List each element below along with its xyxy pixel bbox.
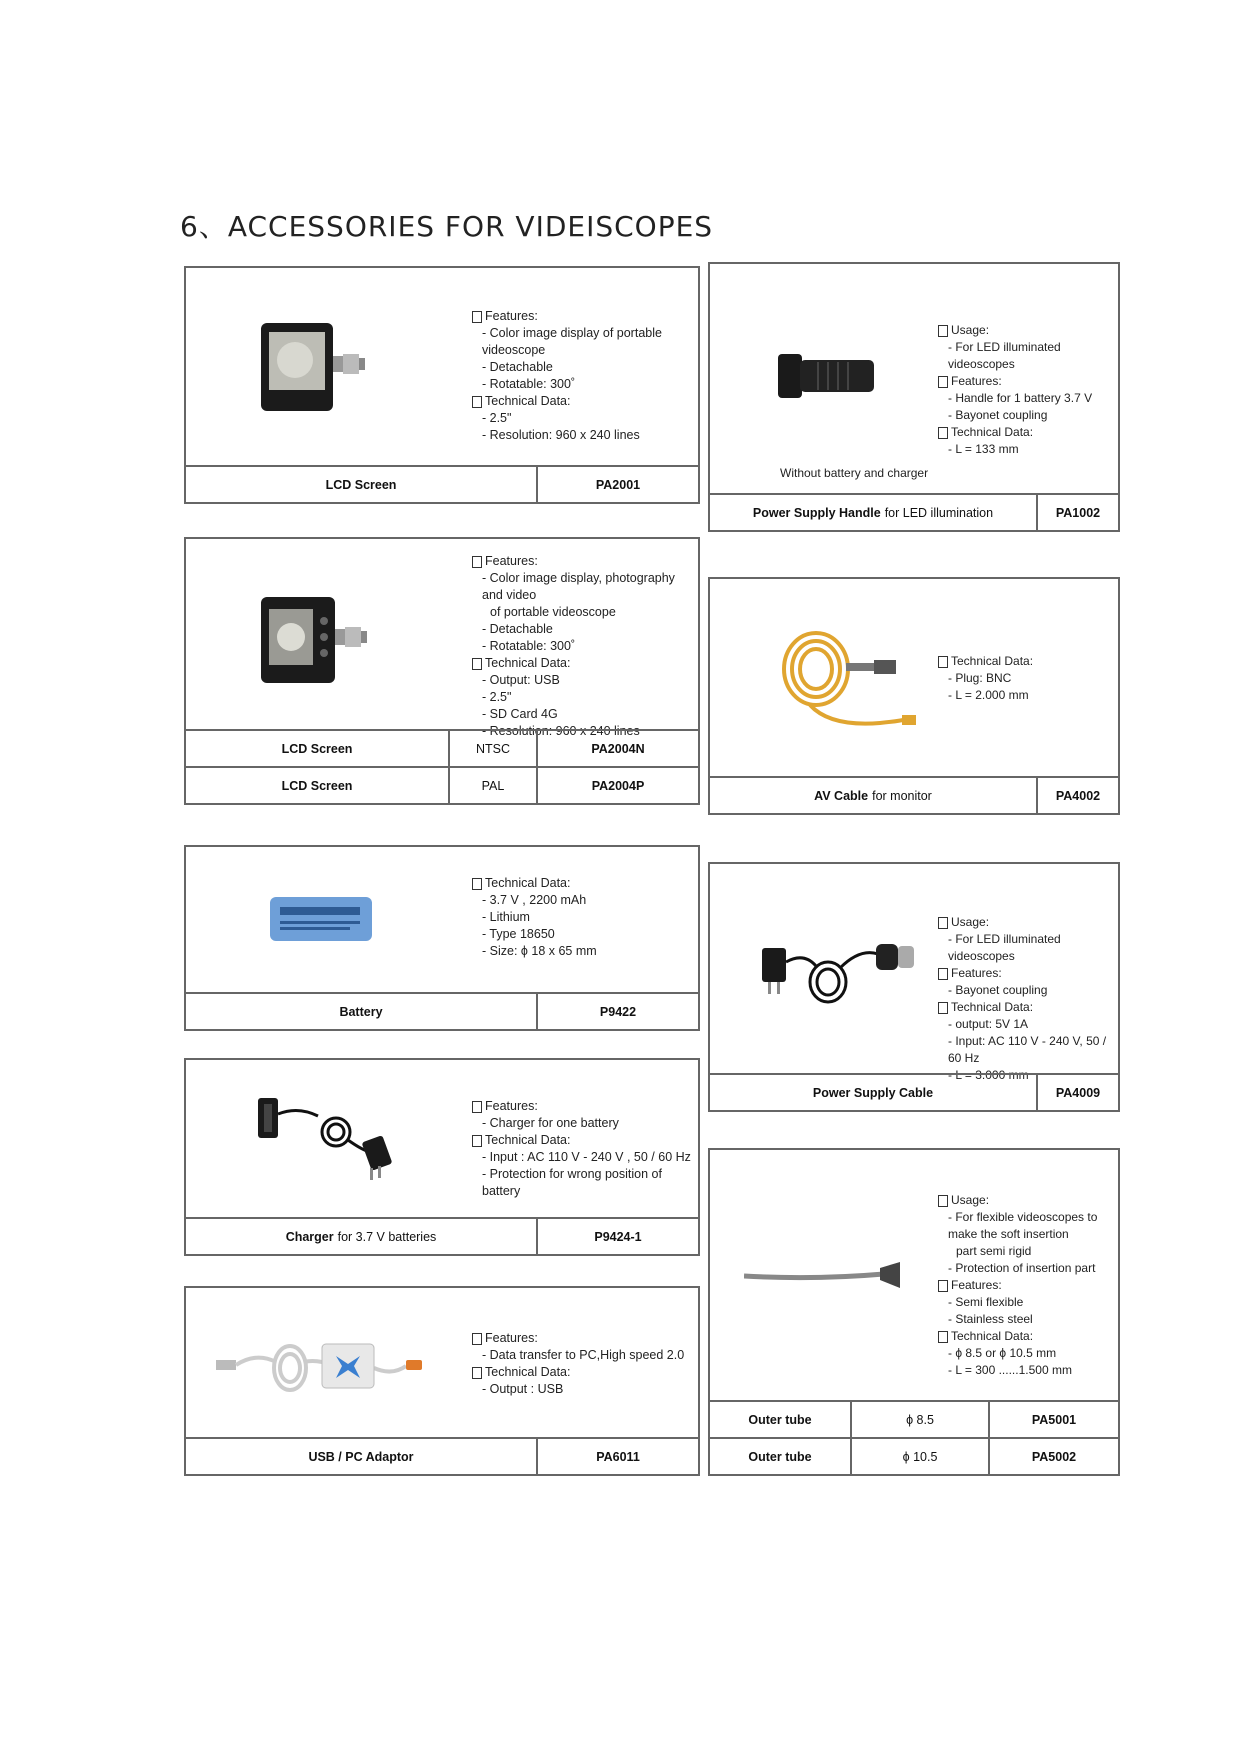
product-card-av-cable xyxy=(708,577,1120,815)
product-name: LCD Screen xyxy=(186,731,450,766)
spec-line: - ϕ 8.5 or ϕ 10.5 mm xyxy=(948,1346,1057,1360)
lcd-screen-video-image xyxy=(261,597,371,687)
spec-line: - Type 18650 xyxy=(482,927,555,941)
spec-line: - Rotatable: 300˚ xyxy=(482,639,576,653)
product-card-power-supply-handle xyxy=(708,262,1120,532)
product-name: LCD Screen xyxy=(186,768,450,803)
spec-line: - Semi flexible xyxy=(948,1295,1024,1309)
spec-line: - Detachable xyxy=(482,622,553,636)
spec-line: - Rotatable: 300˚ xyxy=(482,377,576,391)
tech-heading: Technical Data: xyxy=(938,1328,1118,1345)
product-card-power-supply-cable xyxy=(708,862,1120,1112)
tech-heading: Technical Data: xyxy=(938,653,1033,670)
product-card-outer-tube xyxy=(708,1148,1120,1476)
power-supply-cable-image xyxy=(760,932,920,1022)
features-heading: Features: xyxy=(472,1098,698,1115)
video-system: NTSC xyxy=(450,731,538,766)
features-heading: Features: xyxy=(472,308,698,325)
spec-line: - Protection of insertion part xyxy=(948,1261,1096,1275)
av-cable-image xyxy=(780,627,920,737)
product-footer-row xyxy=(710,1437,1118,1474)
product-name: Charger for 3.7 V batteries xyxy=(186,1219,538,1254)
charger-image xyxy=(258,1096,398,1186)
features-heading: Features: xyxy=(938,1277,1118,1294)
product-code: P9424-1 xyxy=(594,1229,642,1244)
product-name: Battery xyxy=(186,994,538,1029)
product-card-battery xyxy=(184,845,700,1031)
usb-adaptor-image xyxy=(216,1332,426,1402)
spec-line: - 2.5" xyxy=(482,411,512,425)
product-footer xyxy=(710,1073,1118,1110)
tube-diameter: ϕ 8.5 xyxy=(852,1402,990,1437)
product-code: PA6011 xyxy=(596,1449,640,1464)
spec-line: - 2.5" xyxy=(482,690,512,704)
video-system: PAL xyxy=(450,768,538,803)
product-name: Power Supply Cable xyxy=(710,1075,1038,1110)
features-heading: Features: xyxy=(938,373,1118,390)
product-code: PA1002 xyxy=(1055,505,1101,520)
spec-line: - Protection for wrong position of battery xyxy=(482,1167,662,1198)
battery-image xyxy=(270,893,374,945)
spec-line: of portable videoscope xyxy=(490,605,616,619)
spec-line: - Input: AC 110 V - 240 V, 50 / 60 Hz xyxy=(948,1034,1107,1065)
spec-line: - Resolution: 960 x 240 lines xyxy=(482,724,640,738)
product-code: P9422 xyxy=(599,1004,637,1019)
tech-heading: Technical Data: xyxy=(472,1132,698,1149)
spec-line: - Data transfer to PC,High speed 2.0 xyxy=(482,1348,685,1362)
usage-heading: Usage: xyxy=(938,322,1118,339)
spec-line: part semi rigid xyxy=(956,1244,1032,1258)
spec-line: - L = 2.000 mm xyxy=(948,688,1029,702)
product-footer xyxy=(710,493,1118,530)
spec-line: - 3.7 V , 2200 mAh xyxy=(482,893,587,907)
product-name: AV Cable for monitor xyxy=(710,778,1038,813)
spec-line: - Charger for one battery xyxy=(482,1116,619,1130)
usage-heading: Usage: xyxy=(938,1192,1118,1209)
page-title: 6、ACCESSORIES FOR VIDEISCOPES xyxy=(180,210,714,243)
product-name: Power Supply Handle for LED illumination xyxy=(710,495,1038,530)
spec-line: - Plug: BNC xyxy=(948,671,1012,685)
tech-heading: Technical Data: xyxy=(938,999,1118,1016)
spec-line: - Bayonet coupling xyxy=(948,983,1048,997)
product-footer xyxy=(186,992,698,1029)
spec-line: - Color image display of portable videoscope xyxy=(482,326,662,357)
tech-heading: Technical Data: xyxy=(472,875,597,892)
product-footer xyxy=(186,465,698,502)
spec-line: - Input : AC 110 V - 240 V , 50 / 60 Hz xyxy=(482,1150,691,1164)
spec-line: - Lithium xyxy=(482,910,530,924)
spec-line: - Stainless steel xyxy=(948,1312,1033,1326)
spec-line: - Resolution: 960 x 240 lines xyxy=(482,428,640,442)
product-footer-row xyxy=(186,729,698,766)
tube-diameter: ϕ 10.5 xyxy=(852,1439,990,1474)
spec-line: - For LED illuminated videoscopes xyxy=(948,340,1061,371)
usage-heading: Usage: xyxy=(938,914,1118,931)
features-heading: Features: xyxy=(472,553,698,570)
spec-line: - L = 3.000 mm xyxy=(948,1068,1029,1082)
product-name: Outer tube xyxy=(710,1402,852,1437)
product-code: PA4002 xyxy=(1055,788,1101,803)
product-code: PA4009 xyxy=(1055,1085,1101,1100)
lcd-screen-image xyxy=(261,318,371,418)
spec-line: - Size: ϕ 18 x 65 mm xyxy=(482,944,597,958)
spec-line: - For flexible videoscopes to make the soft insertion xyxy=(948,1210,1098,1241)
product-name: Outer tube xyxy=(710,1439,852,1474)
spec-line: - L = 133 mm xyxy=(948,442,1019,456)
product-name: LCD Screen xyxy=(186,467,538,502)
product-code: PA2004N xyxy=(591,741,645,756)
spec-line: - L = 300 ......1.500 mm xyxy=(948,1363,1072,1377)
spec-line: - Output : USB xyxy=(482,1382,564,1396)
spec-line: - Detachable xyxy=(482,360,553,374)
spec-line: - Handle for 1 battery 3.7 V xyxy=(948,391,1093,405)
spec-line: - SD Card 4G xyxy=(482,707,558,721)
tech-heading: Technical Data: xyxy=(472,655,698,672)
product-card-charger xyxy=(184,1058,700,1256)
spec-line: - Bayonet coupling xyxy=(948,408,1048,422)
product-card-usb-pc-adaptor xyxy=(184,1286,700,1476)
spec-line: - Color image display, photography and video xyxy=(482,571,675,602)
product-card-lcd-screen xyxy=(184,266,700,504)
note-text: Without battery and charger xyxy=(780,466,929,480)
outer-tube-image xyxy=(744,1260,904,1290)
spec-line: - output: 5V 1A xyxy=(948,1017,1029,1031)
product-footer-row xyxy=(710,1400,1118,1437)
product-card-lcd-screen-video xyxy=(184,537,700,805)
product-footer xyxy=(186,1217,698,1254)
spec-line: - For LED illuminated videoscopes xyxy=(948,932,1061,963)
tech-heading: Technical Data: xyxy=(472,393,698,410)
features-heading: Features: xyxy=(472,1330,684,1347)
product-code: PA5002 xyxy=(1031,1449,1077,1464)
product-code: PA2004P xyxy=(591,778,645,793)
product-code: PA2001 xyxy=(595,477,641,492)
product-code: PA5001 xyxy=(1031,1412,1077,1427)
spec-line: - Output: USB xyxy=(482,673,560,687)
features-heading: Features: xyxy=(938,965,1118,982)
tech-heading: Technical Data: xyxy=(472,1364,684,1381)
product-footer xyxy=(710,776,1118,813)
product-footer xyxy=(186,1437,698,1474)
flashlight-handle-image xyxy=(778,352,878,402)
product-footer-row xyxy=(186,766,698,803)
product-name: USB / PC Adaptor xyxy=(186,1439,538,1474)
tech-heading: Technical Data: xyxy=(938,424,1118,441)
